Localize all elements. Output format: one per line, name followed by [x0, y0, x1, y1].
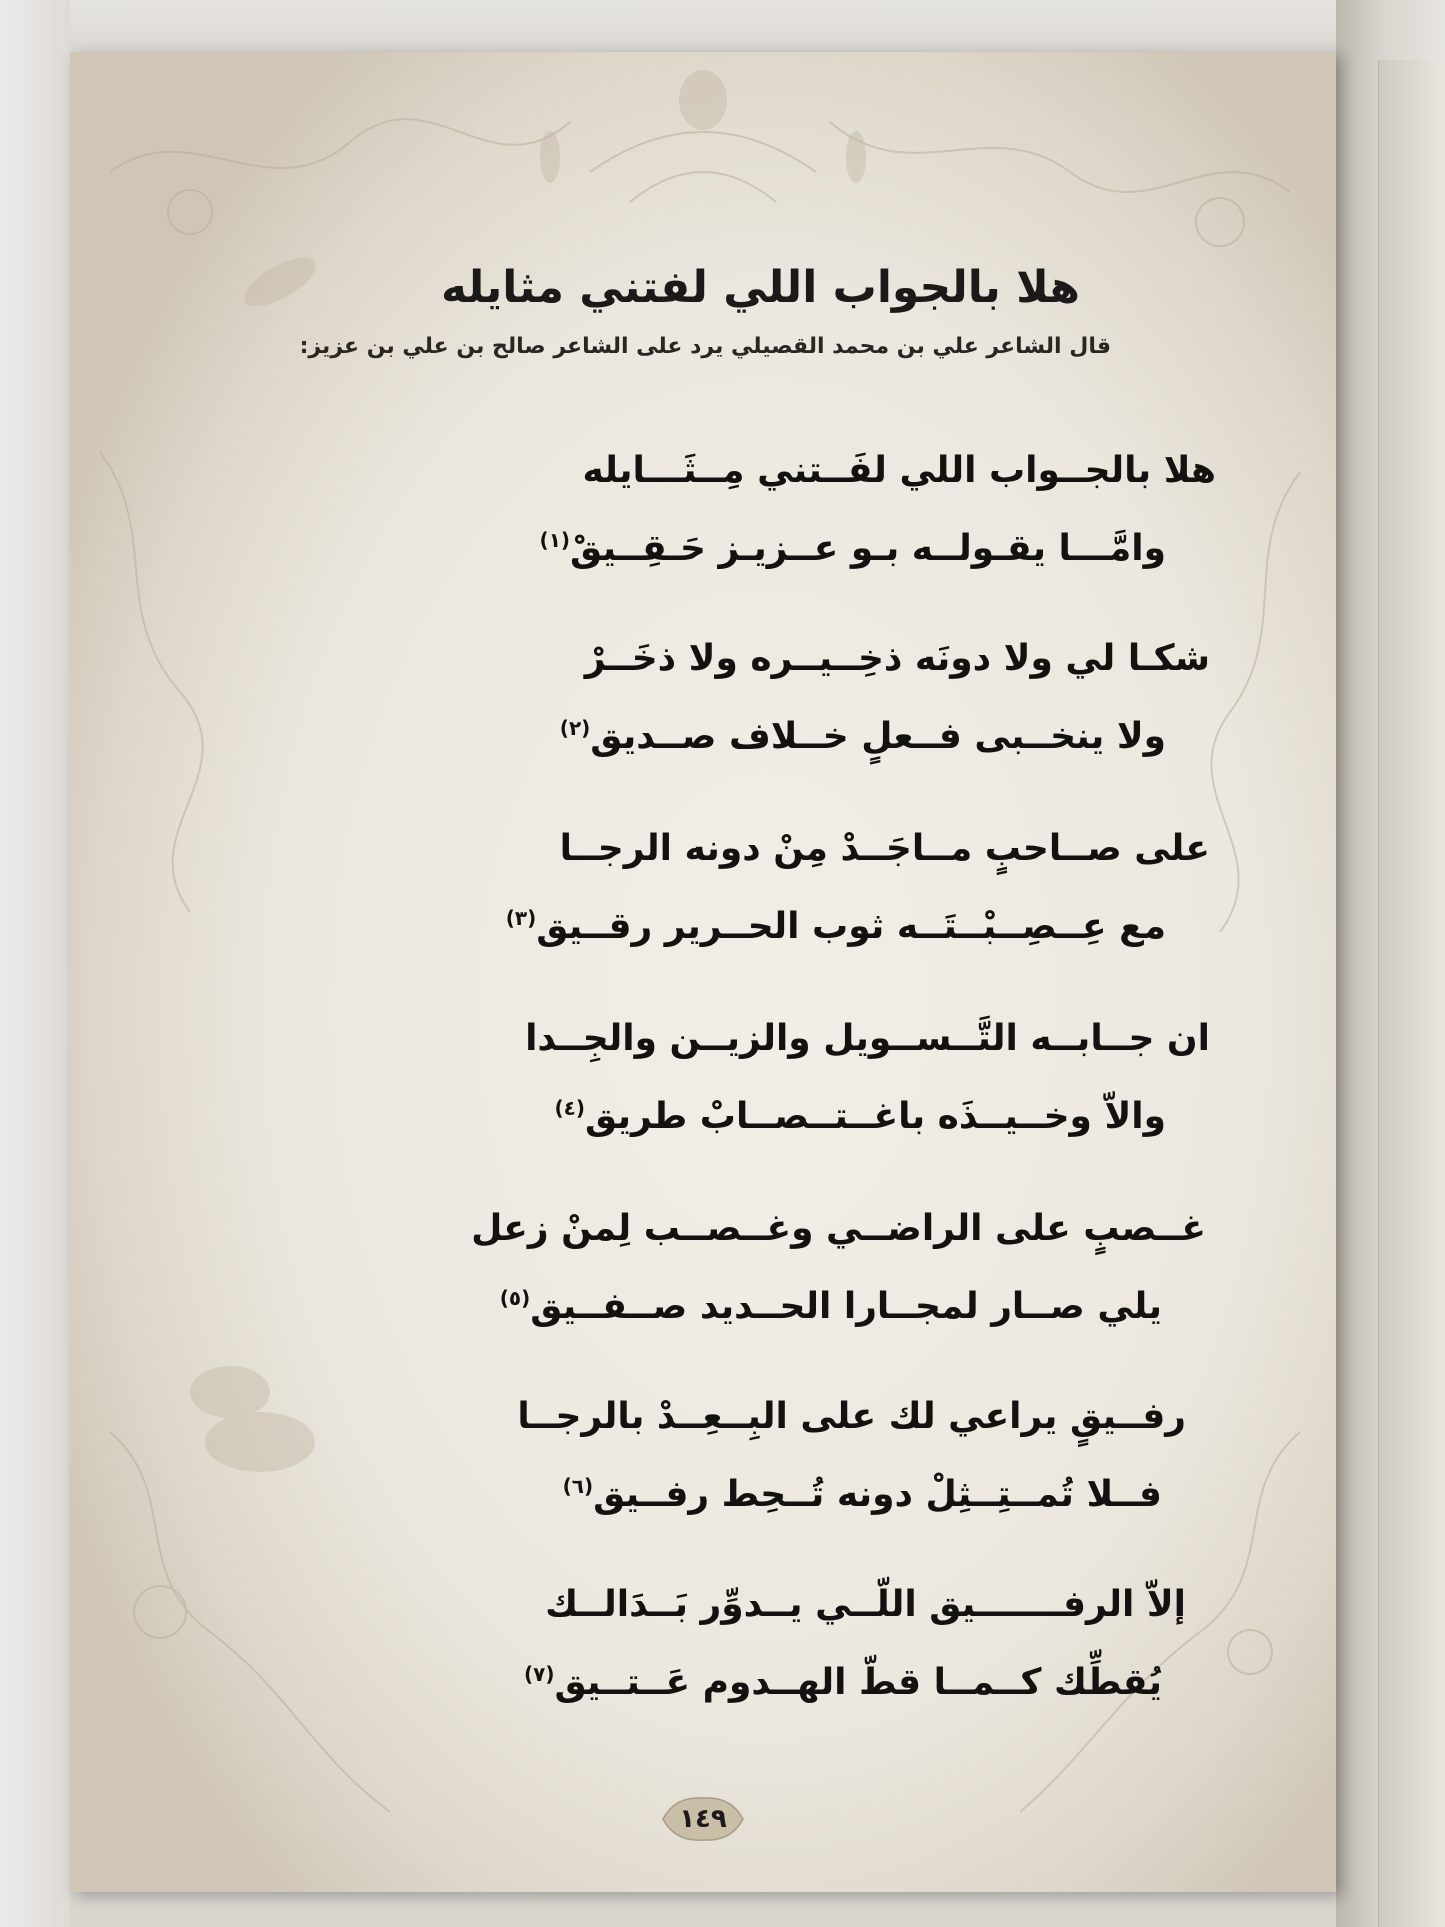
footnote-marker-3: (٣) — [505, 906, 537, 930]
verse-3-second-hemistich — [346, 906, 1166, 947]
verse-3-first-hemistich: على صــاحبٍ مــاجَــدْ مِنْ دونه الرجــا — [559, 828, 1210, 869]
footnote-marker-6: (٦) — [562, 1474, 594, 1498]
verse-7-second-text: يُقطِّك كــمــا قطّ الهــدوم عَــتــيق — [554, 1662, 1162, 1703]
footnote-marker-1: (١) — [539, 528, 571, 552]
facing-page-edge — [1378, 60, 1445, 1927]
verse-4-second-hemistich — [346, 1096, 1166, 1137]
verse-6-first-hemistich: رفــيقٍ يراعي لك على البِــعِــدْ بالرجــا — [517, 1396, 1186, 1437]
page-number: ١٤٩ — [679, 1804, 727, 1834]
footnote-marker-5: (٥) — [499, 1286, 531, 1310]
verse-2-second-text: ولا ينخــبى فــعلٍ خــلاف صــديق — [590, 716, 1166, 757]
verse-5-second-text: يلي صــار لمجــارا الحــديد صــفــيق — [530, 1286, 1162, 1327]
verse-7-first-hemistich: إلاّ الرفـــــــيق اللّــي يــدوِّر بَــدَالــك — [545, 1584, 1186, 1625]
photo-background-top — [0, 0, 1445, 60]
verse-7-second-hemistich — [342, 1662, 1162, 1703]
verse-1-first-hemistich: هلا بالجــواب اللي لفَــتني مِــثَـــايله — [582, 450, 1216, 491]
verse-1-second-text: وامَّـــا يقـولــه بـو عــزيـز حَـقِــيقْ — [570, 528, 1166, 569]
footnote-marker-7: (٧) — [523, 1662, 555, 1686]
poem-title: هلا بالجواب اللي لفتني مثايله — [441, 262, 1080, 313]
verse-5-second-hemistich — [342, 1286, 1162, 1327]
verse-6-second-hemistich — [342, 1474, 1162, 1515]
book-page — [70, 52, 1336, 1892]
poem-introduction: قال الشاعر علي بن محمد القصيلي يرد على الشاعر صالح بن علي بن عزيز: — [299, 334, 1111, 359]
verse-4-first-hemistich: ان جــابــه التَّــســويل والزيــن والجِــدا — [525, 1018, 1210, 1059]
verse-6-second-text: فــلا تُمــتِــثِلْ دونه تُــحِط رفــيق — [593, 1474, 1162, 1515]
footnote-marker-2: (٢) — [559, 716, 591, 740]
photo-background-left — [0, 0, 70, 1927]
verse-5-first-hemistich: غــصبٍ على الراضــي وغــصــب لِمنْ زعل — [471, 1208, 1206, 1249]
verse-3-second-text: مع عِــصِــبْــتَــه ثوب الحــرير رقــيق — [536, 906, 1166, 947]
verse-1-second-hemistich — [346, 528, 1166, 569]
verse-2-first-hemistich: شكـا لي ولا دونَه ذخِــيــره ولا ذخَــرْ — [584, 638, 1210, 679]
verse-4-second-text: والاّ وخــيــذَه باغــتــصــابْ طريق — [585, 1096, 1166, 1137]
footnote-marker-4: (٤) — [554, 1096, 585, 1120]
verse-2-second-hemistich — [346, 716, 1166, 757]
